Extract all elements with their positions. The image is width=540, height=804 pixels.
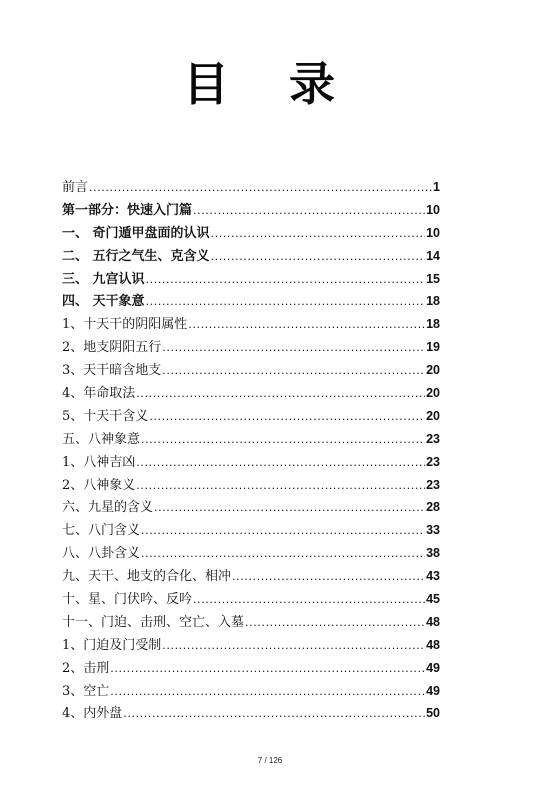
- toc-entry-label: 十一、门迫、击刑、空亡、入墓: [62, 614, 245, 630]
- toc-entry-label: 2、地支阴阳五行: [62, 340, 162, 356]
- toc-entry[interactable]: [62, 268, 440, 291]
- toc-entry[interactable]: [62, 680, 440, 703]
- dot-leader: [110, 658, 425, 680]
- toc-entry-label: 3、天干暗含地支: [62, 363, 162, 379]
- page-number: 7 / 126: [257, 756, 283, 765]
- toc-entry-page: 23: [426, 454, 440, 469]
- toc-entry-page: 1: [433, 180, 440, 194]
- dot-leader: [146, 291, 426, 313]
- toc-entry[interactable]: [62, 634, 440, 657]
- dot-leader: [146, 269, 426, 291]
- toc-entry-label: 3、空亡: [62, 683, 110, 699]
- toc-entry-page: 48: [426, 614, 440, 629]
- toc-entry-page: 23: [426, 477, 440, 492]
- toc-entry-page: 38: [426, 546, 440, 561]
- dot-leader: [162, 360, 425, 382]
- toc-entry[interactable]: [62, 565, 440, 588]
- toc-entry[interactable]: [62, 382, 440, 405]
- toc-entry-label: 1、十天干的阴阳属性: [62, 317, 188, 333]
- dot-leader: [211, 223, 426, 245]
- dot-leader: [193, 200, 425, 222]
- toc-entry-page: 28: [426, 500, 440, 515]
- dot-leader: [141, 429, 425, 451]
- toc-entry[interactable]: [62, 588, 440, 611]
- toc-entry-label: 九、天干、地支的合化、相冲: [62, 569, 232, 585]
- toc-entry-page: 43: [426, 569, 440, 584]
- toc-entry[interactable]: [62, 245, 440, 268]
- toc-entry-page: 15: [426, 271, 440, 286]
- toc-entry[interactable]: [62, 405, 440, 428]
- dot-leader: [123, 703, 425, 725]
- toc-entry-label: 六、九星的含义: [62, 500, 154, 516]
- dot-leader: [232, 566, 425, 588]
- dot-leader: [154, 497, 425, 519]
- toc-entry-page: 18: [426, 317, 440, 332]
- toc-entry[interactable]: [62, 222, 440, 245]
- toc-entry-label: 4、内外盘: [62, 706, 123, 722]
- dot-leader: [136, 475, 425, 497]
- dot-leader: [162, 635, 425, 657]
- toc-entry[interactable]: [62, 359, 440, 382]
- toc-entry[interactable]: [62, 542, 440, 565]
- toc-entry-page: 49: [426, 683, 440, 698]
- toc-entry-page: 14: [426, 248, 440, 263]
- dot-leader: [211, 246, 426, 268]
- toc-entry-page: 33: [426, 523, 440, 538]
- dot-leader: [193, 589, 425, 611]
- toc-entry-label: 三、 九宫认识: [62, 271, 145, 287]
- toc-entry-label: 四、 天干象意: [62, 294, 145, 310]
- toc-entry-label: 1、门迫及门受制: [62, 637, 162, 653]
- dot-leader: [110, 681, 425, 703]
- toc-entry-page: 20: [426, 386, 440, 401]
- toc-entry[interactable]: [62, 496, 440, 519]
- toc-entry-page: 48: [426, 637, 440, 652]
- toc-entry-label: 2、八神象义: [62, 477, 136, 493]
- toc-entry[interactable]: [62, 176, 440, 199]
- toc-entry-page: 23: [426, 431, 440, 446]
- dot-leader: [141, 520, 425, 542]
- toc-entry[interactable]: [62, 290, 440, 313]
- dot-leader: [245, 612, 425, 634]
- toc-entry-label: 八、八卦含义: [62, 546, 141, 562]
- toc-entry[interactable]: [62, 428, 440, 451]
- table-of-contents: [62, 176, 440, 725]
- toc-entry[interactable]: [62, 657, 440, 680]
- toc-entry[interactable]: [62, 519, 440, 542]
- toc-entry[interactable]: [62, 451, 440, 474]
- dot-leader: [162, 337, 425, 359]
- toc-entry-page: 20: [426, 363, 440, 378]
- toc-entry-page: 49: [426, 660, 440, 675]
- dot-leader: [136, 383, 425, 405]
- toc-entry-label: 十、星、门伏吟、反吟: [62, 592, 193, 608]
- toc-entry[interactable]: [62, 702, 440, 725]
- toc-entry[interactable]: [62, 199, 440, 222]
- toc-entry-page: 19: [426, 340, 440, 355]
- dot-leader: [89, 177, 432, 199]
- toc-entry-page: 45: [426, 592, 440, 607]
- toc-entry-label: 第一部分：快速入门篇: [62, 202, 193, 218]
- toc-entry[interactable]: [62, 611, 440, 634]
- dot-leader: [141, 543, 425, 565]
- toc-entry-page: 10: [426, 202, 440, 217]
- toc-entry-page: 10: [426, 225, 440, 240]
- toc-entry-label: 七、八门含义: [62, 523, 141, 539]
- toc-entry[interactable]: [62, 336, 440, 359]
- toc-entry-page: 20: [426, 408, 440, 423]
- dot-leader: [136, 452, 425, 474]
- toc-entry-label: 二、 五行之气生、克含义: [62, 248, 210, 264]
- dot-leader: [188, 314, 425, 336]
- toc-entry-page: 18: [426, 294, 440, 309]
- toc-entry-label: 五、八神象意: [62, 431, 141, 447]
- toc-entry-label: 2、击刑: [62, 660, 110, 676]
- page-title: 目 录: [182, 57, 357, 111]
- toc-entry-label: 4、年命取法: [62, 386, 136, 402]
- dot-leader: [149, 406, 425, 428]
- toc-entry-label: 1、八神吉凶: [62, 454, 136, 470]
- toc-entry[interactable]: [62, 474, 440, 497]
- toc-entry-label: 一、 奇门遁甲盘面的认识: [62, 225, 210, 241]
- toc-entry[interactable]: [62, 313, 440, 336]
- toc-entry-label: 前言: [62, 180, 89, 195]
- toc-entry-label: 5、十天干含义: [62, 408, 149, 424]
- toc-entry-page: 50: [426, 706, 440, 721]
